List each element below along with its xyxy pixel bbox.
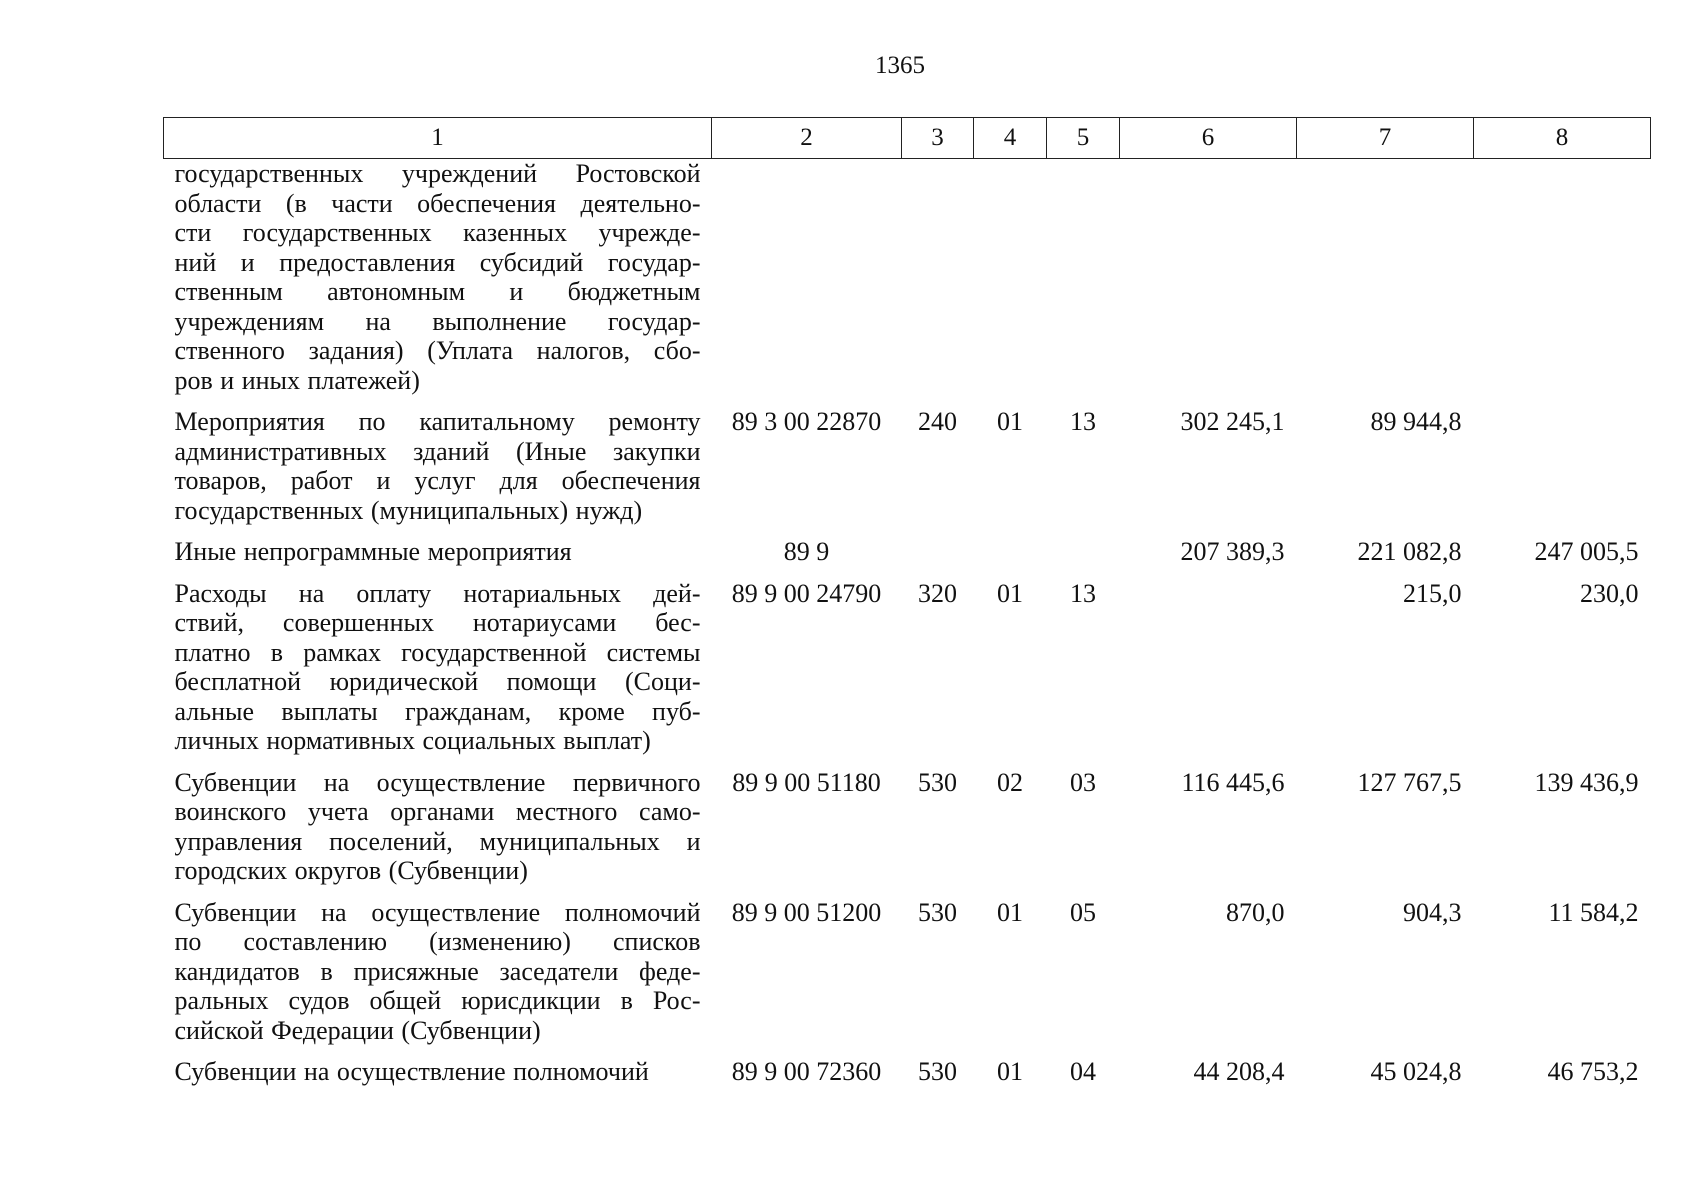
row-value-col7: 89 944,8	[1370, 407, 1462, 436]
description-line: Расходы на оплату нотариальных дей-	[174, 578, 701, 608]
row-value-col7: 127 767,5	[1357, 767, 1462, 797]
description-line: Субвенции на осуществление полномочий	[174, 1057, 649, 1086]
table-row	[164, 898, 1651, 1058]
row-value-col6	[1120, 159, 1297, 408]
header-col-5: 5	[1047, 118, 1120, 159]
row-subsection: 04	[1070, 1057, 1096, 1086]
row-code: 89 9 00 51200	[731, 897, 882, 927]
description-line: ров и иных платежей)	[174, 365, 420, 395]
row-subsection: 13	[1070, 578, 1096, 608]
row-code: 89 9 00 24790	[731, 578, 882, 608]
description-line: государственных учреждений Ростовской	[174, 159, 701, 188]
row-description	[164, 159, 712, 408]
description-line: ствий, совершенных нотариусами бес-	[174, 608, 701, 637]
row-value-col8: 46 753,2	[1547, 1057, 1639, 1086]
row-subsection: 03	[1070, 767, 1096, 797]
header-col-1: 1	[164, 118, 712, 159]
row-code	[712, 159, 902, 408]
row-value-col6: 870,0	[1226, 897, 1285, 927]
description-line: области (в части обеспечения деятельно-	[174, 188, 701, 218]
description-line: Субвенции на осуществление полномочий	[174, 897, 701, 927]
row-description	[164, 579, 712, 768]
row-description	[164, 768, 712, 898]
row-expense-type: 530	[918, 767, 957, 797]
row-section: 01	[997, 578, 1023, 608]
header-col-2: 2	[712, 118, 902, 159]
table-row	[164, 159, 1651, 408]
description-line: личных нормативных социальных выплат)	[174, 726, 651, 755]
description-line: Субвенции на осуществление первичного	[174, 767, 701, 797]
table-row	[164, 579, 1651, 768]
row-value-col8: 11 584,2	[1548, 897, 1639, 927]
row-section: 01	[997, 1057, 1023, 1086]
row-value-col8	[1474, 159, 1651, 408]
row-subsection	[1047, 537, 1120, 579]
description-line: сти государственных казенных учрежде-	[174, 218, 701, 247]
row-code: 89 9 00 72360	[731, 1057, 882, 1086]
description-line: кандидатов в присяжные заседатели феде-	[174, 956, 701, 986]
row-code: 89 9 00 51180	[732, 767, 881, 797]
row-expense-type: 320	[918, 578, 957, 608]
table-row	[164, 768, 1651, 898]
row-section: 01	[997, 407, 1023, 436]
row-expense-type	[902, 537, 974, 579]
row-subsection	[1047, 159, 1120, 408]
page-number: 1365	[875, 52, 925, 79]
row-value-col7: 215,0	[1403, 578, 1462, 608]
row-section: 01	[997, 897, 1023, 927]
row-expense-type: 530	[918, 1057, 957, 1086]
budget-table	[163, 117, 1651, 1099]
row-expense-type: 240	[918, 407, 957, 436]
row-value-col6: 116 445,6	[1181, 767, 1285, 797]
row-value-col6: 302 245,1	[1180, 407, 1285, 436]
description-line: ний и предоставления субсидий государ-	[174, 247, 701, 277]
row-value-col7: 221 082,8	[1357, 537, 1462, 566]
row-value-col8: 247 005,5	[1534, 537, 1639, 566]
row-code: 89 3 00 22870	[731, 407, 882, 436]
description-line: сийской Федерации (Субвенции)	[174, 1015, 541, 1045]
row-section	[974, 159, 1047, 408]
description-line: воинского учета органами местного само-	[174, 797, 701, 826]
table-row	[164, 537, 1651, 579]
description-line: ственного задания) (Уплата налогов, сбо-	[174, 336, 701, 365]
description-line: платно в рамках государственной системы	[174, 637, 701, 667]
header-col-3: 3	[902, 118, 974, 159]
row-subsection: 05	[1070, 897, 1096, 927]
description-line: государственных (муниципальных) нужд)	[174, 495, 643, 525]
header-col-6: 6	[1120, 118, 1297, 159]
row-description	[164, 407, 712, 537]
table-row	[164, 1057, 1651, 1099]
description-line: городских округов (Субвенции)	[174, 856, 528, 885]
row-value-col8: 230,0	[1580, 578, 1639, 608]
description-line: товаров, работ и услуг для обеспечения	[174, 466, 701, 495]
header-col-7: 7	[1297, 118, 1474, 159]
description-line: административных зданий (Иные закупки	[174, 436, 701, 466]
description-line: бесплатной юридической помощи (Соци-	[174, 667, 701, 696]
table-row	[164, 407, 1651, 537]
row-section	[974, 537, 1047, 579]
description-line: альные выплаты гражданам, кроме пуб-	[174, 696, 701, 726]
description-line: учреждениям на выполнение государ-	[174, 306, 701, 336]
row-section: 02	[997, 767, 1023, 797]
description-line: Мероприятия по капитальному ремонту	[174, 407, 701, 436]
table-body	[164, 159, 1651, 1099]
row-description	[164, 1057, 712, 1099]
row-value-col6: 207 389,3	[1180, 537, 1285, 566]
description-line: ственным автономным и бюджетным	[174, 277, 701, 306]
description-line: Иные непрограммные мероприятия	[174, 537, 572, 566]
header-col-4: 4	[974, 118, 1047, 159]
header-row	[164, 118, 1651, 159]
row-value-col7	[1297, 159, 1474, 408]
description-line: по составлению (изменению) списков	[174, 927, 701, 956]
row-description	[164, 537, 712, 579]
row-code: 89 9	[783, 537, 830, 566]
row-subsection: 13	[1070, 407, 1096, 436]
header-col-8: 8	[1474, 118, 1651, 159]
row-value-col8: 139 436,9	[1534, 767, 1639, 797]
description-line: управления поселений, муниципальных и	[174, 826, 701, 856]
row-expense-type	[902, 159, 974, 408]
row-expense-type: 530	[918, 897, 957, 927]
row-value-col8	[1474, 407, 1651, 537]
row-value-col7: 45 024,8	[1370, 1057, 1462, 1086]
description-line: ральных судов общей юрисдикции в Рос-	[174, 986, 701, 1015]
row-value-col6	[1120, 579, 1297, 768]
row-value-col6: 44 208,4	[1193, 1057, 1285, 1086]
row-description	[164, 898, 712, 1058]
row-value-col7: 904,3	[1403, 897, 1462, 927]
table-header	[164, 118, 1651, 159]
